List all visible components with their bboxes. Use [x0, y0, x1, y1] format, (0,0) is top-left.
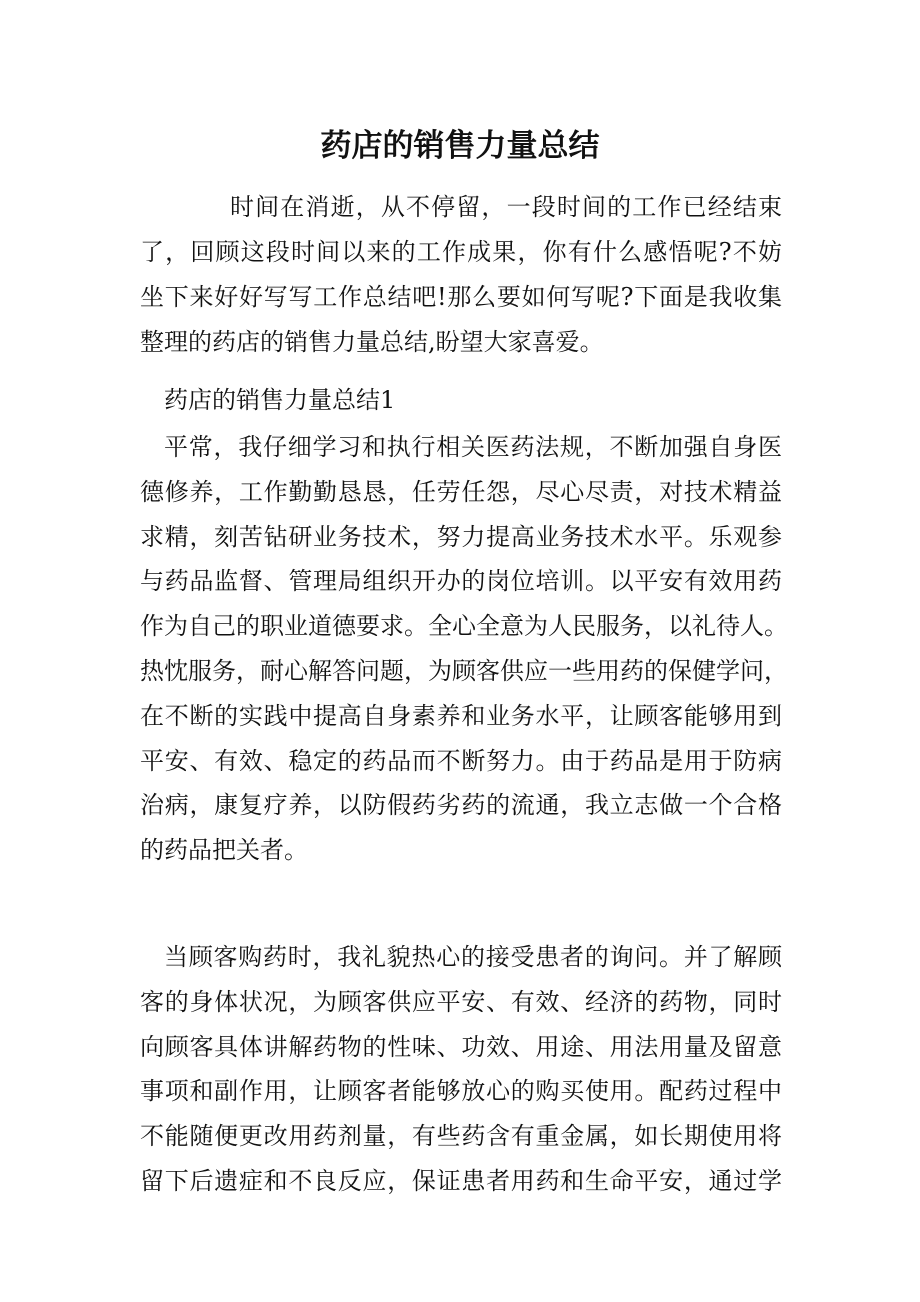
paragraph-line: 平安、有效、稳定的药品而不断努力。由于药品是用于防病: [140, 746, 782, 775]
paragraph-line: 的药品把关者。: [140, 836, 308, 865]
intro-line: 坐下来好好写写工作总结吧!那么要如何写呢?下面是我收集: [140, 283, 782, 311]
paragraph-line: 德修养，工作勤勤恳恳，任劳任怨，尽心尽责，对技术精益: [140, 477, 782, 506]
paragraph-line: 客的身体状况，为顾客供应平安、有效、经济的药物，同时: [140, 987, 782, 1016]
paragraph-line: 向顾客具体讲解药物的性味、功效、用途、用法用量及留意: [140, 1032, 782, 1061]
paragraph-line: 求精，刻苦钻研业务技术，努力提高业务技术水平。乐观参: [140, 522, 782, 551]
paragraph-line: 治病，康复疗养，以防假药劣药的流通，我立志做一个合格: [140, 791, 782, 820]
paragraph-line: 在不断的实践中提高自身素养和业务水平，让顾客能够用到: [140, 701, 782, 730]
document-title: 药店的销售力量总结: [320, 128, 600, 164]
intro-line: 时间在消逝，从不停留，一段时间的工作已经结束: [230, 193, 782, 221]
paragraph-line: 事项和副作用，让顾客者能够放心的购买使用。配药过程中: [140, 1077, 782, 1106]
intro-line: 了，回顾这段时间以来的工作成果，你有什么感悟呢?不妨: [140, 238, 782, 266]
paragraph-line: 留下后遗症和不良反应，保证患者用药和生命平安，通过学: [140, 1167, 782, 1195]
paragraph-line: 与药品监督、管理局组织开办的岗位培训。以平安有效用药: [140, 567, 782, 596]
paragraph-line: 作为自己的职业道德要求。全心全意为人民服务，以礼待人。: [140, 612, 788, 641]
paragraph-line: 当顾客购药时，我礼貌热心的接受患者的询问。并了解顾: [164, 943, 782, 971]
intro-line: 整理的药店的销售力量总结,盼望大家喜爱。: [140, 328, 604, 356]
section-heading: 药店的销售力量总结1: [164, 386, 396, 414]
paragraph-line: 不能随便更改用药剂量，有些药含有重金属，如长期使用将: [140, 1122, 782, 1151]
paragraph-line: 平常，我仔细学习和执行相关医药法规，不断加强自身医: [164, 433, 782, 461]
paragraph-line: 热忱服务，耐心解答问题，为顾客供应一些用药的保健学问，: [140, 657, 788, 685]
